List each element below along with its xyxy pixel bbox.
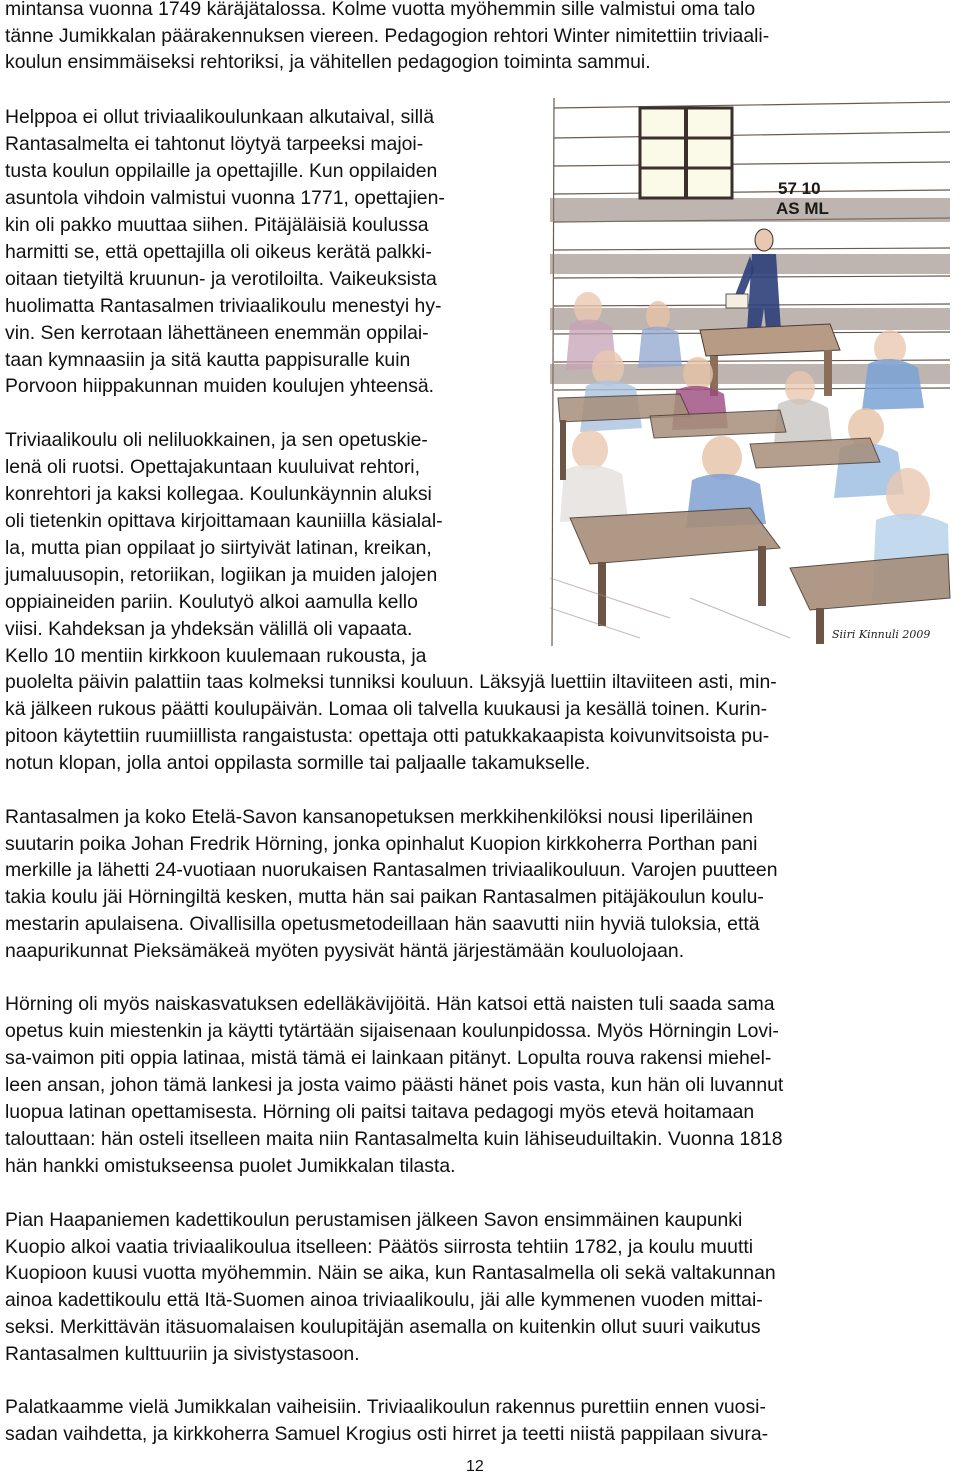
text-line: Porvoon hiippakunnan muiden koulujen yhteensä. [5, 375, 435, 397]
page-number: 12 [466, 1458, 484, 1475]
text-line: vin. Sen kerrotaan lähettäneen enemmän oppilai- [5, 322, 429, 344]
text-line: Kuopioon kuusi vuotta myöhemmin. Näin se aika, kun Rantasalmella oli sekä valtakunnan [5, 1262, 776, 1284]
text-line: oitaan tietyiltä kruunun- ja verotiloilta. Vaikeuksista [5, 268, 437, 290]
text-line: kä jälkeen rukous päätti koulupäivän. Lomaa oli talvella kuukausi ja kesällä toinen. Kurin- [5, 698, 768, 720]
text-line: Rantasalmen kulttuuriin ja sivistystasoon. [5, 1343, 360, 1365]
text-line: Hörning oli myös naiskasvatuksen edelläkävijöitä. Hän katsoi että naisten tuli saada sama [5, 993, 775, 1015]
text-line: Palatkaamme vielä Jumikkalan vaiheisiin. Triviaalikoulun rakennus purettiin ennen vuosi- [5, 1396, 766, 1418]
text-line: Kello 10 mentiin kirkkoon kuulemaan rukousta, ja [5, 645, 427, 667]
text-line: pitoon käytettiin ruumiillista rangaistusta: opettaja otti patukkakaapista koivunvitsoista pu- [5, 725, 770, 747]
text-line: taan kymnaasiin ja sitä kautta pappisuralle kuin [5, 349, 411, 371]
text-line: leen ansan, johon tämä lankesi ja josta vaimo päästi hänet pois vasta, kun hän oli luvannut [5, 1074, 784, 1096]
text-line: sa-vaimon piti oppia latinaa, mistä tämä ei lainkaan pitänyt. Lopulta rouva rakensi miehel- [5, 1047, 772, 1069]
text-line: tänne Jumikkalan päärakennuksen viereen. Pedagogion rehtori Winter nimitettiin triviaali- [5, 25, 770, 47]
text-line: hän hankki omistukseensa puolet Jumikkalan tilasta. [5, 1155, 456, 1177]
text-line: takia koulu jäi Hörningiltä kesken, mutta hän sai paikan Rantasalmen pitäjäkoulun koulu- [5, 886, 764, 908]
text-line: la, mutta pian oppilaat jo siirtyivät latinan, kreikan, [5, 537, 432, 559]
text-line: notun klopan, jolla antoi oppilasta sormille tai paljaalle takamukselle. [5, 752, 591, 774]
text-line: Rantasalmen ja koko Etelä-Savon kansanopetuksen merkkihenkilöksi nousi Iiperiläinen [5, 806, 754, 828]
text-line: asuntola vihdoin valmistui vuonna 1771, opettajien- [5, 187, 445, 209]
teacher-desk [700, 324, 840, 396]
text-line: ainoa kadettikoulu että Itä-Suomen ainoa triviaalikoulu, jäi alle kymmenen vuoden mittai- [5, 1289, 763, 1311]
text-line: mintansa vuonna 1749 käräjätalossa. Kolme vuotta myöhemmin sille valmistui oma talo [5, 0, 756, 20]
text-line: merkille ja lähetti 24-vuotiaan nuorukaisen Rantasalmen triviaalikouluun. Varojen puutteen [5, 859, 778, 881]
text-line: huolimatta Rantasalmen triviaalikoulu menestyi hy- [5, 295, 442, 317]
text-line: oli tietenkin opittava kirjoittamaan kauniilla käsialal- [5, 510, 443, 532]
text-line: lenä oli ruotsi. Opettajakuntaan kuuluivat rehtori, [5, 456, 420, 478]
text-line: seksi. Merkittävän itäsuomalaisen koulupitäjän asemalla on kuitenkin ollut suuri vaikutus [5, 1316, 761, 1338]
window [640, 108, 732, 198]
text-line: Triviaalikoulu oli neliluokkainen, ja sen opetuskie- [5, 429, 428, 451]
text-line: mestarin apulaisena. Oivallisilla opetusmetodeillaan hän saavutti niin hyviä tuloksia, että [5, 913, 760, 935]
text-line: kin oli pakko muuttaa siihen. Pitäjäläisiä koulussa [5, 214, 429, 236]
text-line: jumaluusopin, retoriikan, logiikan ja muiden jalojen [5, 564, 438, 586]
text-line: puolelta päivin palattiin taas kolmeksi tunniksi kouluun. Läksyjä luettiin iltaviiteen asti, min- [5, 671, 777, 693]
text-line: viisi. Kahdeksan ja yhdeksän välillä oli vapaata. [5, 618, 413, 640]
text-line: sadan vaihdetta, ja kirkkoherra Samuel Krogius osti hirret ja teetti niistä pappilaan sivura- [5, 1423, 769, 1445]
artist-signature: Siiri Kinnuli 2009 [832, 628, 931, 641]
text-line: Kuopio alkoi vaatia triviaalikoulua itselleen: Päätös siirrosta tehtiin 1782, ja koulu muutti [5, 1236, 754, 1258]
text-line: suutarin poika Johan Fredrik Hörning, jonka opinhalut Kuopion kirkkoherra Porthan pani [5, 833, 758, 855]
text-line: luopua latinan opettamisesta. Hörning oli paitsi taitava pedagogi myös etevä hoitamaan [5, 1101, 755, 1123]
text-line: Pian Haapaniemen kadettikoulun perustamisen jälkeen Savon ensimmäinen kaupunki [5, 1209, 743, 1231]
classroom-illustration [550, 98, 952, 646]
text-line: Rantasalmelta ei tahtonut löytyä tarpeeksi majoi- [5, 133, 424, 155]
text-line: Helppoa ei ollut triviaalikoulunkaan alkutaival, sillä [5, 106, 434, 128]
text-line: tusta koulun oppilaille ja opettajille. Kun oppilaiden [5, 160, 438, 182]
text-line: naapurikunnat Pieksämäkeä myöten pyysivät häntä järjestämään kouluolojaan. [5, 940, 685, 962]
floor [550, 578, 790, 638]
text-line: konrehtori ja kaksi kollegaa. Koulunkäynnin aluksi [5, 483, 432, 505]
text-line: talouttaan: hän osteli itselleen maita niin Rantasalmelta kuin lähiseuduiltakin. Vuonna 1818 [5, 1128, 783, 1150]
text-line: koulun ensimmäiseksi rehtoriksi, ja vähitellen pedagogion toiminta sammui. [5, 51, 651, 73]
blackboard-text: AS ML [776, 199, 829, 218]
text-line: harmitti se, että opettajilla oli oikeus kerätä palkki- [5, 241, 432, 263]
blackboard-text: 57 10 [778, 179, 821, 198]
text-line: oppiaineiden pariin. Koulutyö alkoi aamulla kello [5, 591, 418, 613]
text-line: opetus kuin miestenkin ja käytti tytärtään sijaisenaan koulunpidossa. Myös Hörningin Lovi- [5, 1020, 779, 1042]
